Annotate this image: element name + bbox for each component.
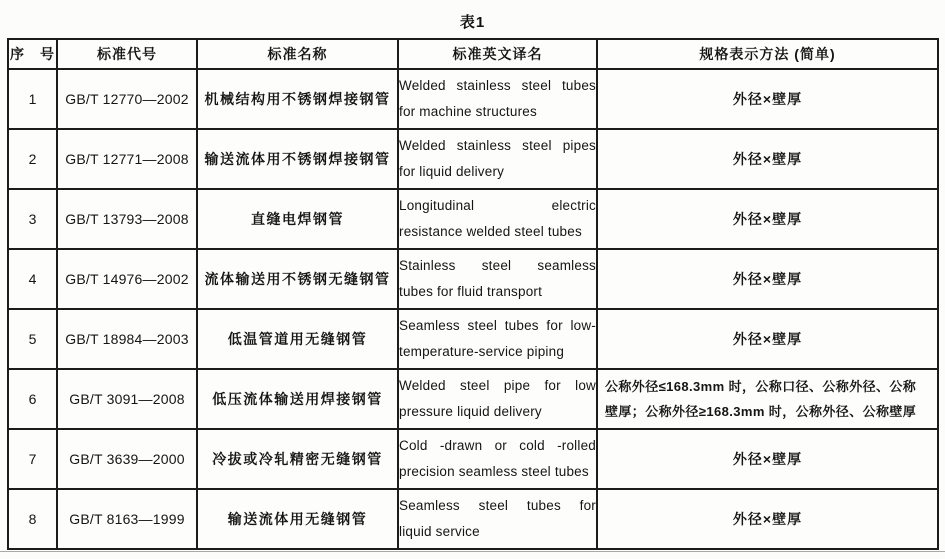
cell-spec-method: [597, 309, 938, 369]
cell-english-name: [398, 369, 597, 429]
cell-spec-method: [597, 489, 938, 549]
english-name-line: Seamless steel tubes for low-: [399, 318, 596, 333]
cell-standard-code: GB/T 12771—2008: [57, 129, 197, 189]
column-header: 序 号: [8, 39, 57, 69]
english-name-line: Welded stainless steel tubes: [399, 78, 596, 93]
cell-standard-code: GB/T 13793—2008: [57, 189, 197, 249]
cell-standard-code: GB/T 8163—1999: [57, 489, 197, 549]
english-name-line: liquid service: [399, 524, 480, 539]
spec-method-line: 外径×壁厚: [732, 271, 803, 287]
cell-standard-code: GB/T 18984—2003: [57, 309, 197, 369]
cell-standard-name: 机械结构用不锈钢焊接钢管: [197, 69, 398, 129]
english-name-line: Longitudinal electric: [399, 198, 596, 213]
table-row: [8, 369, 938, 429]
cell-index: 7: [8, 429, 57, 489]
english-name-line: resistance welded steel tubes: [399, 224, 582, 239]
english-name-line: precision seamless steel tubes: [399, 464, 589, 479]
spec-method-line: 壁厚；公称外径≥168.3mm 时，公称外径、公称壁厚: [605, 404, 917, 419]
cell-english-name: [398, 249, 597, 309]
column-header: 标准名称: [197, 39, 398, 69]
cell-english-name: [398, 309, 597, 369]
cell-standard-code: GB/T 3639—2000: [57, 429, 197, 489]
cell-english-name: [398, 189, 597, 249]
cell-english-name: [398, 429, 597, 489]
column-header: 规格表示方法 (简单): [597, 39, 938, 69]
table-row: [8, 189, 938, 249]
table-row: [8, 429, 938, 489]
cell-standard-code: GB/T 14976—2002: [57, 249, 197, 309]
column-header: 标准代号: [57, 39, 197, 69]
cell-spec-method: [597, 189, 938, 249]
cell-index: 6: [8, 369, 57, 429]
cell-spec-method: [597, 369, 938, 429]
table-row: [8, 309, 938, 369]
english-name-line: pressure liquid delivery: [399, 404, 542, 419]
cell-index: 4: [8, 249, 57, 309]
english-name-line: for machine structures: [399, 104, 537, 119]
table-row: [8, 129, 938, 189]
cell-spec-method: [597, 129, 938, 189]
spec-method-line: 外径×壁厚: [732, 331, 803, 347]
spec-method-line: 外径×壁厚: [732, 511, 803, 527]
cell-spec-method: [597, 69, 938, 129]
english-name-line: Seamless steel tubes for: [399, 498, 596, 513]
cell-standard-name: 直缝电焊钢管: [197, 189, 398, 249]
cell-english-name: [398, 129, 597, 189]
english-name-line: temperature-service piping: [399, 344, 565, 359]
english-name-line: tubes for fluid transport: [399, 284, 543, 299]
cell-standard-name: 冷拔或冷轧精密无缝钢管: [197, 429, 398, 489]
cell-index: 3: [8, 189, 57, 249]
header-row: [8, 39, 938, 69]
cell-spec-method: [597, 429, 938, 489]
table-row: [8, 249, 938, 309]
english-name-line: Stainless steel seamless: [399, 258, 596, 273]
cell-standard-name: 低温管道用无缝钢管: [197, 309, 398, 369]
cell-english-name: [398, 69, 597, 129]
cell-index: 2: [8, 129, 57, 189]
table-body: [8, 69, 938, 549]
cell-standard-code: GB/T 3091—2008: [57, 369, 197, 429]
column-header: 标准英文译名: [398, 39, 597, 69]
cell-spec-method: [597, 249, 938, 309]
english-name-line: Welded steel pipe for low: [399, 378, 596, 393]
standards-table: [7, 38, 939, 550]
cell-english-name: [398, 489, 597, 549]
page-bottom-rule: [0, 551, 945, 552]
spec-method-line: 外径×壁厚: [732, 211, 803, 227]
cell-standard-code: GB/T 12770—2002: [57, 69, 197, 129]
spec-method-line: 外径×壁厚: [732, 91, 803, 107]
cell-standard-name: 输送流体用不锈钢焊接钢管: [197, 129, 398, 189]
cell-standard-name: 输送流体用无缝钢管: [197, 489, 398, 549]
cell-index: 8: [8, 489, 57, 549]
english-name-line: Cold -drawn or cold -rolled: [399, 438, 596, 453]
table-row: [8, 489, 938, 549]
english-name-line: Welded stainless steel pipes: [399, 138, 596, 153]
spec-method-line: 公称外径≤168.3mm 时，公称口径、公称外径、公称: [605, 379, 917, 394]
spec-method-line: 外径×壁厚: [732, 451, 803, 467]
english-name-line: for liquid delivery: [399, 164, 505, 179]
spec-method-line: 外径×壁厚: [732, 151, 803, 167]
cell-standard-name: 流体输送用不锈钢无缝钢管: [197, 249, 398, 309]
cell-standard-name: 低压流体输送用焊接钢管: [197, 369, 398, 429]
table-title: 表1: [459, 14, 486, 31]
cell-index: 1: [8, 69, 57, 129]
table-row: [8, 69, 938, 129]
cell-index: 5: [8, 309, 57, 369]
